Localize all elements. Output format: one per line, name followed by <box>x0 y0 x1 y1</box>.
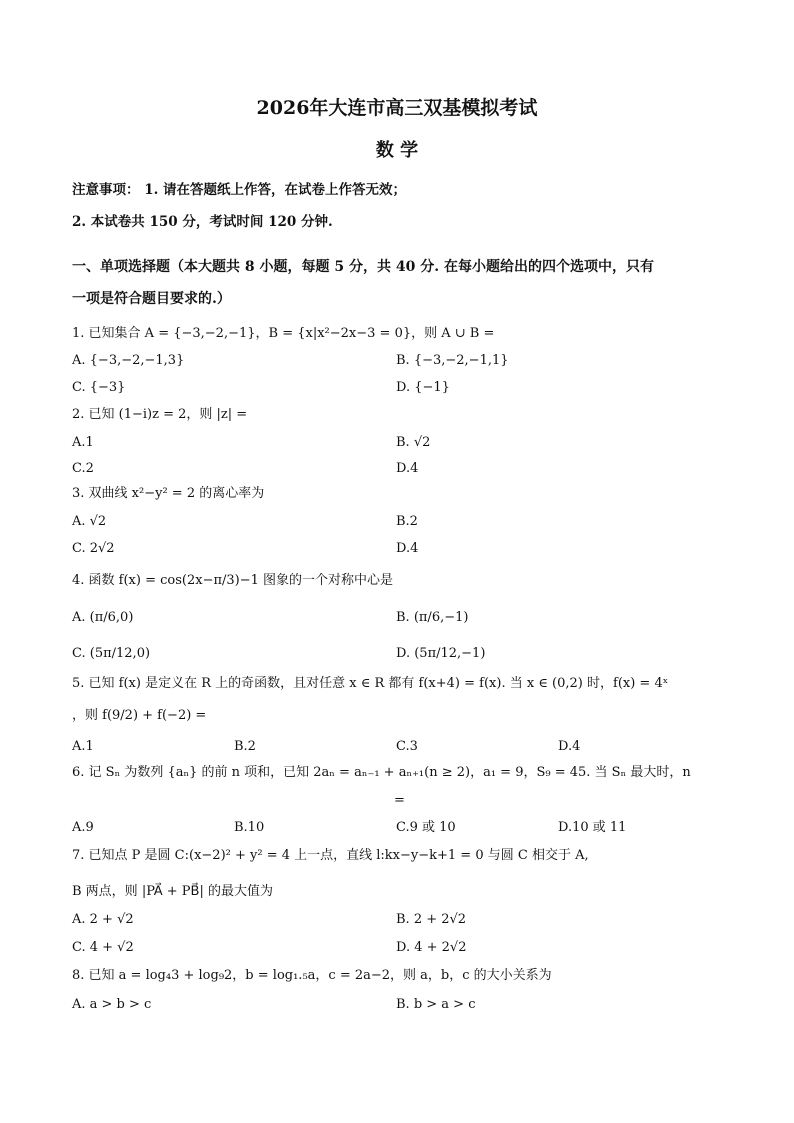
question-6-stem-continued: = <box>394 793 405 808</box>
question-6-stem: 6. 记 Sₙ 为数列 {aₙ} 的前 n 项和，已知 2aₙ = aₙ₋₁ + aₙ₊₁(n ≥ 2)，a₁ = 9，S₉ = 45. 当 Sₙ 最大时，n <box>72 765 691 780</box>
question-3-option-a: A. √2 <box>72 514 107 529</box>
question-2-stem: 2. 已知 (1−i)z = 2，则 |z| = <box>72 407 248 422</box>
question-2-option-d: D.4 <box>396 461 419 476</box>
question-6-option-b: B.10 <box>234 820 265 835</box>
question-5-option-b: B.2 <box>234 739 256 754</box>
question-7-stem: 7. 已知点 P 是圆 C:(x−2)² + y² = 4 上一点，直线 l:kx−y−k+1 = 0 与圆 C 相交于 A, <box>72 848 589 863</box>
exam-title: 2026年大连市高三双基模拟考试 <box>256 97 538 119</box>
question-4-option-a: A. (π/6,0) <box>72 610 134 625</box>
question-7-option-d: D. 4 + 2√2 <box>396 940 467 955</box>
question-7-option-a: A. 2 + √2 <box>72 912 134 927</box>
notes-line-2: 2. 本试卷共 150 分，考试时间 120 分钟. <box>72 214 333 230</box>
question-1-option-c: C. {−3} <box>72 380 126 395</box>
question-1-option-a: A. {−3,−2,−1,3} <box>72 353 185 368</box>
question-8-stem: 8. 已知 a = log₄3 + log₉2，b = log₁.₅a，c = 2a−2，则 a，b，c 的大小关系为 <box>72 968 552 983</box>
question-7-stem-continued: B 两点，则 |PA⃗ + PB⃗| 的最大值为 <box>72 884 273 899</box>
question-5-option-d: D.4 <box>558 739 581 754</box>
question-6-option-a: A.9 <box>72 820 94 835</box>
question-3-option-c: C. 2√2 <box>72 541 115 556</box>
question-2-option-b: B. √2 <box>396 435 431 450</box>
question-4-stem: 4. 函数 f(x) = cos(2x−π/3)−1 图象的一个对称中心是 <box>72 573 394 588</box>
question-3-stem: 3. 双曲线 x²−y² = 2 的离心率为 <box>72 486 265 501</box>
question-3-option-d: D.4 <box>396 541 419 556</box>
question-8-option-b: B. b > a > c <box>396 997 476 1012</box>
section-heading-line-1: 一、单项选择题（本大题共 8 小题，每题 5 分，共 40 分. 在每小题给出的四个选项中，只有 <box>72 259 654 275</box>
question-6-option-c: C.9 或 10 <box>396 820 456 835</box>
question-2-option-c: C.2 <box>72 461 94 476</box>
question-6-option-d: D.10 或 11 <box>558 820 627 835</box>
question-5-stem: 5. 已知 f(x) 是定义在 R 上的奇函数，且对任意 x ∈ R 都有 f(x+4) = f(x). 当 x ∈ (0,2) 时，f(x) = 4ˣ <box>72 676 669 691</box>
notes-line-1: 注意事项： 1. 请在答题纸上作答，在试卷上作答无效； <box>72 182 406 198</box>
question-1-option-b: B. {−3,−2,−1,1} <box>396 353 509 368</box>
subject-title: 数 学 <box>375 140 419 161</box>
question-7-option-c: C. 4 + √2 <box>72 940 134 955</box>
question-4-option-c: C. (5π/12,0) <box>72 646 151 661</box>
question-4-option-d: D. (5π/12,−1) <box>396 646 486 661</box>
question-1-option-d: D. {−1} <box>396 380 450 395</box>
question-2-option-a: A.1 <box>72 435 94 450</box>
question-5-option-a: A.1 <box>72 739 94 754</box>
question-8-option-a: A. a > b > c <box>72 997 152 1012</box>
question-3-option-b: B.2 <box>396 514 418 529</box>
question-4-option-b: B. (π/6,−1) <box>396 610 469 625</box>
question-7-option-b: B. 2 + 2√2 <box>396 912 467 927</box>
section-heading-line-2: 一项是符合题目要求的.） <box>72 291 231 307</box>
question-1-stem: 1. 已知集合 A = {−3,−2,−1}，B = {x|x²−2x−3 = 0}，则 A ∪ B = <box>72 326 495 341</box>
question-5-option-c: C.3 <box>396 739 418 754</box>
question-5-stem-continued: ，则 f(9/2) + f(−2) = <box>72 708 207 723</box>
